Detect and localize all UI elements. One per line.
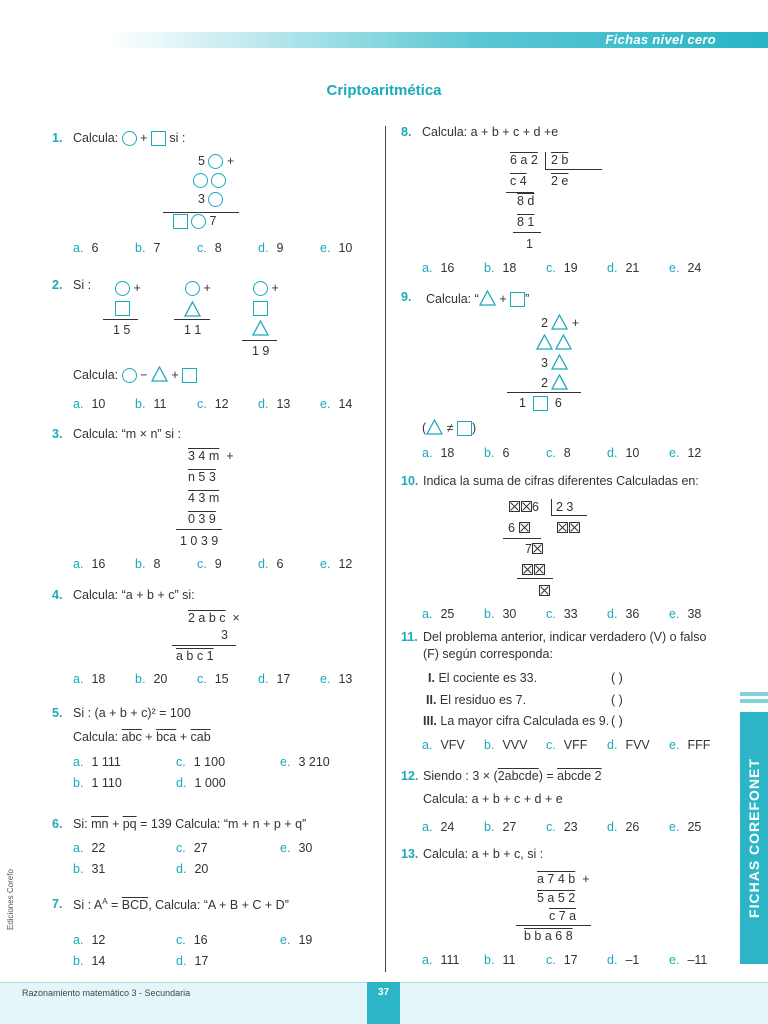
sum-result: 1 5 [113,323,131,337]
option-b[interactable]: b. 30 [484,607,517,621]
plus-sign: + [145,730,153,744]
option-e[interactable]: e. 12 [320,557,353,571]
option-d[interactable]: d. 20 [176,862,209,876]
circle-icon [208,192,223,207]
circle-icon [208,154,223,169]
answer-blank[interactable]: ( ) [611,693,623,707]
plus-sign: + [140,131,148,145]
triangle-icon [551,314,568,330]
blank-digit-icon [569,522,580,533]
statement-text: El residuo es 7. [439,693,527,707]
plus-sign: + [179,730,188,744]
option-a[interactable]: a. 6 [73,241,99,255]
roman-numeral: I. [428,671,435,685]
divisor: 2 b [551,153,569,167]
option-e[interactable]: e. 24 [669,261,702,275]
footer [0,982,768,1024]
numeral: $\overline{bca}$ [156,730,177,744]
square-icon [115,301,130,316]
sum-row-1 [198,154,234,169]
option-b[interactable]: b. 8 [135,557,161,571]
statement-2 [426,693,526,707]
problem-text [423,769,602,783]
quote-mark: “ [474,292,479,306]
circle-icon [211,173,226,188]
addend-row [115,281,141,296]
option-a[interactable]: a. 25 [422,607,455,621]
calc-label: Calcula: [73,368,119,382]
option-c[interactable]: c. 17 [546,953,578,967]
option-b[interactable]: b. 20 [135,672,168,686]
sum-line [507,392,581,393]
option-b[interactable]: b. 11 [484,953,516,967]
option-a[interactable]: a. 16 [422,261,455,275]
paren: ) [472,421,477,435]
square-icon [457,421,472,436]
numeral: $\overline{pq}$ [122,817,137,831]
numeral: a 7 4 b [537,872,576,886]
digit: 7 [209,214,217,228]
circle-icon [122,368,137,383]
problem-text-2: (F) según corresponda: [423,647,553,661]
roman-numeral: II. [426,693,437,707]
subtract-row [521,563,545,577]
option-c[interactable]: c. 12 [197,397,229,411]
calc-label: Calcula: [426,292,472,306]
sum-row-3 [541,354,568,370]
option-a[interactable]: a. VFV [422,738,465,752]
circle-icon [191,214,206,229]
option-a[interactable]: a. 1 111 [73,755,121,769]
numeral: 2 a b c [188,611,226,625]
plus-sign: + [226,154,235,168]
problem-number: 10. [401,474,419,488]
option-a[interactable]: a. 10 [73,397,106,411]
option-c[interactable]: c. 16 [176,933,208,947]
sum-line [516,925,591,926]
option-e[interactable]: e. 38 [669,607,702,621]
remainder-row [525,542,544,556]
divisor: 2 3 [556,500,574,514]
dividend [508,500,539,514]
option-e[interactable]: e. 12 [669,446,702,460]
problem-text [426,290,529,307]
sum-row-2: n 5 3 [188,470,216,484]
blank-digit-icon [532,543,543,554]
sum-result: 1 0 3 9 [180,534,219,548]
remainder [538,584,550,598]
circle-icon [185,281,200,296]
plus-sign: + [111,817,120,831]
divisor-line [545,169,602,170]
triangle-icon [536,334,553,350]
si-label: Si : A [73,898,103,913]
triangle-icon [479,290,496,306]
option-d[interactable]: d. 9 [258,241,284,255]
sum-row-1 [537,872,590,886]
option-e[interactable]: e. –11 [669,953,708,967]
option-e[interactable]: e. 30 [280,841,313,855]
not-equal-sign: ≠ [446,421,454,435]
option-d[interactable]: d. 10 [607,446,640,460]
option-c[interactable]: c. 1 100 [176,755,226,769]
footer-text: Razonamiento matemático 3 - Secundaria [22,988,191,998]
option-d[interactable]: d. 1 000 [176,776,226,790]
blank-digit-icon [521,501,532,512]
option-d[interactable]: d. FVV [607,738,650,752]
problem-number: 1. [52,131,63,145]
problem-text [73,897,289,912]
numeral: $\overline{cab}$ [190,730,211,744]
option-c[interactable]: c. 19 [546,261,578,275]
triangle-icon [426,419,443,435]
circle-icon [115,281,130,296]
problem-text: Indica la suma de cifras diferentes Calculadas en: [423,474,699,488]
option-e[interactable]: e. FFF [669,738,711,752]
addend-row [185,281,211,296]
sum-line [163,212,239,213]
problem-text: Calcula: “m × n” si : [73,427,182,441]
option-e[interactable]: e. 19 [280,933,313,947]
page-number: 37 [367,982,400,1024]
exponent: A [102,897,108,906]
option-a[interactable]: a. 22 [73,841,106,855]
option-b[interactable]: b. 11 [135,397,167,411]
problem-number: 5. [52,706,63,720]
product-row-2: 3 [221,628,228,642]
sum-row-4 [541,374,568,390]
division-bar [545,152,546,169]
triangle-icon [555,334,572,350]
option-a[interactable]: a. 18 [73,672,106,686]
blank-digit-icon [509,501,520,512]
blank-digit-icon [557,522,568,533]
sum-row-2 [193,173,226,188]
sum-result: b b a 6 8 [524,929,573,943]
side-brand-label: FICHAS COREFONET [746,758,762,918]
si-label: Si : [73,278,92,292]
blank-digit-icon [534,564,545,575]
statement-text: La mayor cifra Calculada es 9. [440,714,610,728]
calc-label: Calcula: [73,730,119,744]
product-line [172,645,236,646]
problem-number: 11. [401,630,418,644]
option-d[interactable]: d. 21 [607,261,640,275]
sum-row-2: 5 a 5 2 [537,891,576,905]
digit: 3 [198,192,205,206]
square-icon [173,214,188,229]
problem-text: Si : (a + b + c)² = 100 [73,706,191,720]
problem-number: 4. [52,588,63,602]
problem-number: 3. [52,427,63,441]
numeral: $\overline{abc}$ [121,730,142,744]
subtract-line [513,232,541,233]
option-b[interactable]: b. 7 [135,241,161,255]
times-sign: × [232,611,240,625]
problem-question: = 139 Calcula: “m + n + p + q” [140,817,307,831]
constraint [422,419,476,436]
problem-number: 6. [52,817,63,831]
sum-line [103,319,138,320]
quotient [556,521,580,535]
digit: 1 [519,396,526,410]
plus-sign: + [271,281,279,295]
problem-number: 2. [52,278,63,292]
divisor-line [551,515,587,516]
option-d[interactable]: d. 17 [176,954,209,968]
addend-row [253,301,268,316]
problem-number: 12. [401,769,419,783]
addend-row [115,301,130,316]
problem-number: 13. [401,847,419,861]
square-icon [182,368,197,383]
sum-result [173,214,216,229]
plus-sign: + [582,872,590,886]
product-row-1 [188,611,240,625]
option-e[interactable]: e. 13 [320,672,353,686]
numeral: $\overline{mn}$ [91,817,109,831]
option-c[interactable]: c. 27 [176,841,208,855]
digit: 3 [541,356,548,370]
sum-line [242,340,277,341]
option-b[interactable]: b. VVV [484,738,528,752]
square-icon [253,301,268,316]
sum-result: 1 9 [252,344,270,358]
answer-blank[interactable]: ( ) [611,714,623,728]
equals-sign: ) = [538,769,558,783]
problem-number: 7. [52,897,63,911]
digit: 7 [525,542,532,556]
option-c[interactable]: c. 15 [197,672,229,686]
addend-row [184,301,201,317]
paren: ( [422,421,427,435]
sum-row-4: 0 3 9 [188,512,216,526]
option-e[interactable]: e. 3 210 [280,755,330,769]
option-b[interactable]: b. 31 [73,862,106,876]
triangle-icon [551,374,568,390]
circle-icon [253,281,268,296]
remainder-row: 8 d [517,194,535,208]
problem-question: , Calcula: “A + B + C + D” [148,898,289,913]
addend-row [252,320,269,336]
numeral: abcde 2 [557,769,602,783]
option-e[interactable]: e. 14 [320,397,353,411]
option-c[interactable]: c. 33 [546,607,578,621]
plus-sign: + [499,292,507,306]
product-result: a b c 1 [176,649,214,663]
subtract-row [508,521,530,535]
problem-question: Calcula: a + b + c + d + e [423,792,563,806]
digit: 2 [541,376,548,390]
sum-row-3 [198,192,223,207]
option-d[interactable]: d. 26 [607,820,640,834]
digit: 5 [198,154,205,168]
statement-1 [428,671,537,685]
statement-text: El cociente es 33. [438,671,538,685]
numeral: 2abcde [497,769,539,783]
option-e[interactable]: e. 10 [320,241,353,255]
header-band [110,32,768,48]
addend-row [253,281,279,296]
option-d[interactable]: d. –1 [607,953,640,967]
option-c[interactable]: c. 8 [546,446,571,460]
remainder: 1 [526,237,533,251]
problem-text [73,817,306,831]
option-b[interactable]: b. 6 [484,446,510,460]
option-a[interactable]: a. 111 [422,953,460,967]
triangle-icon [184,301,201,317]
option-c[interactable]: c. 8 [197,241,222,255]
option-b[interactable]: b. 14 [73,954,106,968]
option-d[interactable]: d. 36 [607,607,640,621]
plus-sign: + [226,449,234,463]
side-stripes [740,692,768,706]
option-a[interactable]: a. 24 [422,820,455,834]
triangle-icon [551,354,568,370]
triangle-icon [151,366,168,382]
side-brand-tab [740,712,768,964]
digit: 6 [508,521,515,535]
plus-sign: + [203,281,211,295]
plus-sign: + [571,316,580,330]
circle-icon [122,131,137,146]
quotient: 2 e [551,174,569,188]
sum-result [519,396,562,411]
problem-text: Calcula: “a + b + c” si: [73,588,195,602]
plus-sign: + [171,368,179,382]
si-label: si : [169,131,186,145]
problem-number: 9. [401,290,412,304]
problem-text [73,366,197,383]
sum-row-3: c 7 a [549,909,577,923]
option-c[interactable]: c. VFF [546,738,588,752]
roman-numeral: III. [423,714,437,728]
plus-sign: + [133,281,141,295]
option-b[interactable]: b. 1 110 [73,776,122,790]
sum-row-1 [541,314,579,330]
si-label: Si: [73,817,88,831]
digit: 6 [554,396,562,410]
equals-sign: = [107,898,122,913]
option-b[interactable]: b. 18 [484,261,517,275]
subtract-line [503,538,541,539]
header-band-label: Fichas nivel cero [605,32,716,47]
subtract-line [506,192,534,193]
digit: 2 [541,316,548,330]
square-icon [510,292,525,307]
sum-row-3: 4 3 m [188,491,220,505]
option-e[interactable]: e. 25 [669,820,702,834]
subtract-row: c 4 [510,174,527,188]
problem-text: Calcula: a + b + c + d +e [422,125,559,139]
sum-result: 1 1 [184,323,202,337]
statement-3 [423,714,609,728]
option-a[interactable]: a. 16 [73,557,106,571]
sum-row-1 [188,449,234,463]
option-d[interactable]: d. 6 [258,557,284,571]
problem-text: Calcula: a + b + c, si : [423,847,544,861]
problem-text [73,131,185,146]
quote-mark: ” [525,292,530,306]
option-c[interactable]: c. 23 [546,820,578,834]
option-c[interactable]: c. 9 [197,557,222,571]
problem-text: Del problema anterior, indicar verdadero (V) o falso [423,630,707,644]
triangle-icon [252,320,269,336]
publisher-label: Ediciones Corefo [6,869,15,930]
option-a[interactable]: a. 12 [73,933,106,947]
column-divider [385,126,386,972]
square-icon [151,131,166,146]
sum-line [174,319,210,320]
numeral: $\overline{BCD}$ [121,898,149,913]
sum-line [176,529,222,530]
dividend: 6 a 2 [510,153,538,167]
calc-label: Calcula: [73,131,119,145]
option-d[interactable]: d. 13 [258,397,291,411]
blank-digit-icon [522,564,533,575]
sum-row-2 [536,334,572,350]
digit: 6 [532,500,539,514]
option-d[interactable]: d. 17 [258,672,291,686]
division-bar [551,499,552,515]
problem-calc [73,730,211,744]
subtract-line [517,578,553,579]
option-a[interactable]: a. 18 [422,446,455,460]
blank-digit-icon [539,585,550,596]
numeral: 3 4 m [188,449,220,463]
siendo-label: Siendo : 3 × ( [423,769,498,783]
square-icon [533,396,548,411]
circle-icon [193,173,208,188]
option-b[interactable]: b. 27 [484,820,517,834]
page-title: Criptoaritmética [326,82,442,99]
problem-number: 8. [401,125,412,139]
subtract-row: 8 1 [517,215,535,229]
answer-blank[interactable]: ( ) [611,671,623,685]
blank-digit-icon [519,522,530,533]
minus-sign: − [140,368,148,382]
